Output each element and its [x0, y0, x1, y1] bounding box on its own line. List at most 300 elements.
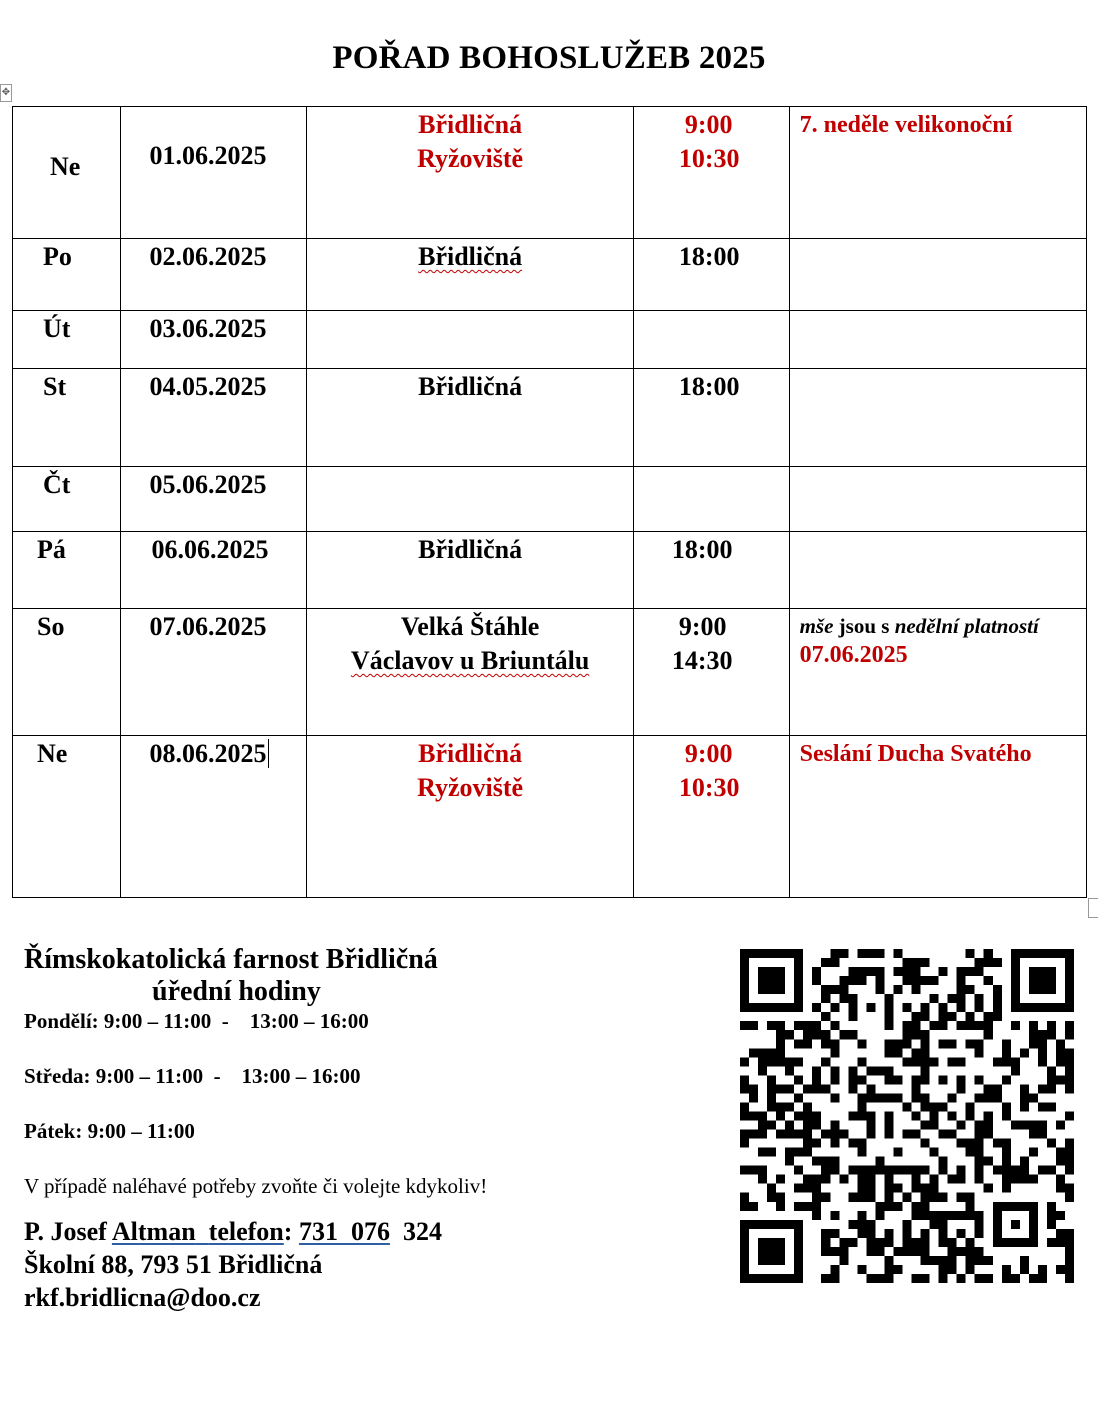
qr-module: [939, 1211, 948, 1220]
qr-module: [984, 1021, 993, 1030]
qr-module: [758, 1066, 767, 1075]
place-text: Břidličná: [418, 535, 523, 564]
qr-module: [984, 958, 993, 967]
qr-module: [1056, 1175, 1065, 1184]
qr-module: [740, 1021, 749, 1030]
date-cell: [120, 107, 307, 239]
qr-module: [948, 1247, 957, 1256]
qr-module: [966, 1148, 975, 1157]
qr-module: [939, 1238, 948, 1247]
qr-module: [957, 1175, 966, 1184]
qr-module: [830, 1048, 839, 1057]
qr-module: [1029, 1121, 1038, 1130]
qr-module: [1065, 1256, 1074, 1265]
qr-module: [740, 1075, 749, 1084]
qr-module: [803, 1184, 812, 1193]
note-cell: [789, 311, 1086, 369]
qr-module: [930, 1175, 939, 1184]
qr-module: [957, 1229, 966, 1238]
hours-wednesday: Středa: 9:00 – 11:00 - 13:00 – 16:00: [24, 1064, 361, 1088]
qr-module: [848, 976, 857, 985]
qr-module: [794, 1148, 803, 1157]
qr-module: [830, 958, 839, 967]
qr-module: [857, 1265, 866, 1274]
qr-module: [848, 1139, 857, 1148]
qr-module: [893, 1166, 902, 1175]
qr-module: [1065, 1075, 1074, 1084]
qr-module: [884, 1229, 893, 1238]
qr-code: [740, 949, 1074, 1283]
day-text: Po: [43, 242, 72, 271]
qr-module: [740, 1130, 749, 1139]
qr-module: [1011, 1066, 1020, 1075]
qr-module: [939, 967, 948, 976]
qr-module: [821, 1175, 830, 1184]
qr-module: [1029, 1039, 1038, 1048]
qr-module: [1047, 1102, 1056, 1111]
qr-module: [893, 1247, 902, 1256]
qr-module: [803, 1148, 812, 1157]
qr-module: [875, 1274, 884, 1283]
qr-module: [830, 1247, 839, 1256]
office-hours-title: úřední hodiny: [152, 976, 321, 1007]
qr-module: [957, 985, 966, 994]
qr-module: [975, 1166, 984, 1175]
qr-module: [1047, 1202, 1056, 1211]
qr-module: [1011, 1021, 1020, 1030]
qr-module: [803, 1139, 812, 1148]
time-text: 9:00: [678, 612, 727, 641]
qr-module: [749, 1084, 758, 1093]
qr-module: [803, 1111, 812, 1120]
date-text[interactable]: 08.06.2025: [149, 739, 267, 768]
qr-module: [830, 1229, 839, 1238]
qr-module: [975, 994, 984, 1003]
qr-module: [939, 1166, 948, 1175]
note-mse: mše: [799, 614, 834, 638]
qr-module: [930, 1057, 939, 1066]
qr-module: [1020, 1121, 1029, 1130]
qr-module: [939, 1102, 948, 1111]
qr-module: [957, 967, 966, 976]
qr-module: [785, 1066, 794, 1075]
qr-module: [948, 1256, 957, 1265]
qr-module: [1002, 1048, 1011, 1057]
qr-module: [966, 1193, 975, 1202]
qr-module: [902, 1003, 911, 1012]
qr-module: [794, 1039, 803, 1048]
qr-module: [848, 967, 857, 976]
qr-module: [893, 1265, 902, 1274]
qr-module: [839, 1238, 848, 1247]
qr-module: [875, 1166, 884, 1175]
qr-module: [821, 1012, 830, 1021]
place-cell: [307, 369, 634, 467]
qr-module: [984, 1093, 993, 1102]
qr-module: [821, 1030, 830, 1039]
qr-module: [921, 976, 930, 985]
date-cell[interactable]: [120, 736, 307, 898]
qr-module: [830, 1265, 839, 1274]
qr-module: [812, 1157, 821, 1166]
qr-module: [776, 1111, 785, 1120]
qr-module: [921, 1202, 930, 1211]
note-cell: [789, 239, 1086, 311]
qr-module: [866, 1003, 875, 1012]
qr-module: [966, 949, 975, 958]
time-cell: [633, 311, 789, 369]
qr-module: [866, 1111, 875, 1120]
qr-module: [921, 1238, 930, 1247]
qr-module: [921, 1003, 930, 1012]
qr-module: [1056, 1157, 1065, 1166]
qr-module: [921, 1139, 930, 1148]
qr-module: [966, 967, 975, 976]
qr-module: [866, 1130, 875, 1139]
qr-module: [912, 1238, 921, 1247]
qr-module: [767, 1084, 776, 1093]
date-text: 03.06.2025: [149, 314, 267, 343]
qr-module: [902, 976, 911, 985]
place-text: Břidličná: [418, 372, 523, 401]
qr-module: [776, 1175, 785, 1184]
priest-name: Altman: [111, 1217, 196, 1246]
qr-module: [740, 1202, 749, 1211]
qr-module: [912, 1093, 921, 1102]
qr-module: [857, 1057, 866, 1066]
note-date: 07.06.2025: [799, 642, 908, 668]
table-row: [13, 107, 1087, 239]
qr-module: [884, 1066, 893, 1075]
place-cell: [307, 107, 634, 239]
note-text: 7. neděle velikonoční: [799, 112, 1013, 138]
qr-module: [1002, 1184, 1011, 1193]
qr-module: [1056, 1048, 1065, 1057]
qr-module: [912, 1130, 921, 1139]
qr-module: [758, 1175, 767, 1184]
qr-module: [1020, 1093, 1029, 1102]
qr-module: [794, 1021, 803, 1030]
qr-module: [821, 958, 830, 967]
qr-module: [803, 1021, 812, 1030]
qr-module: [912, 967, 921, 976]
qr-module: [812, 1193, 821, 1202]
note-middle: jsou s: [833, 614, 895, 638]
qr-module: [1002, 1148, 1011, 1157]
qr-module: [1029, 1030, 1038, 1039]
qr-module: [839, 1175, 848, 1184]
qr-module: [794, 1057, 803, 1066]
qr-module: [957, 1193, 966, 1202]
qr-module: [857, 1075, 866, 1084]
qr-module: [930, 976, 939, 985]
qr-module: [812, 1184, 821, 1193]
qr-module: [993, 1003, 1002, 1012]
qr-module: [939, 1075, 948, 1084]
day-cell: [13, 107, 121, 239]
qr-module: [830, 1211, 839, 1220]
hours-friday: Pátek: 9:00 – 11:00: [24, 1119, 195, 1143]
qr-module: [848, 1166, 857, 1175]
qr-module: [884, 1184, 893, 1193]
qr-module: [803, 1039, 812, 1048]
qr-module: [975, 1039, 984, 1048]
qr-module: [893, 1093, 902, 1102]
qr-module: [767, 1075, 776, 1084]
qr-module: [758, 1121, 767, 1130]
qr-module: [875, 1093, 884, 1102]
qr-module: [740, 1084, 749, 1093]
qr-module: [767, 1184, 776, 1193]
qr-module: [1056, 1211, 1065, 1220]
parish-info: [24, 944, 704, 1314]
qr-module: [984, 1012, 993, 1021]
time-text: 10:30: [678, 144, 740, 173]
qr-module: [875, 1211, 884, 1220]
qr-module: [966, 1039, 975, 1048]
qr-module: [921, 1211, 930, 1220]
qr-module: [1002, 1265, 1011, 1274]
qr-module: [1065, 1111, 1074, 1120]
qr-module: [1047, 1084, 1056, 1093]
qr-module: [948, 1111, 957, 1120]
date-text: 05.06.2025: [149, 470, 267, 499]
qr-module: [1002, 1111, 1011, 1120]
qr-module: [866, 1166, 875, 1175]
qr-module: [1056, 1184, 1065, 1193]
qr-module: [794, 1166, 803, 1175]
qr-module: [984, 1256, 993, 1265]
qr-module: [966, 1256, 975, 1265]
qr-module: [1065, 1229, 1074, 1238]
day-text: So: [37, 612, 65, 641]
qr-module: [948, 1130, 957, 1139]
qr-module: [993, 1084, 1002, 1093]
qr-module: [1038, 1039, 1047, 1048]
qr-module: [993, 958, 1002, 967]
qr-module: [912, 1057, 921, 1066]
qr-module: [948, 994, 957, 1003]
qr-module: [749, 1111, 758, 1120]
time-cell: [633, 532, 789, 609]
place-text: Václavov u Briuntálu: [350, 646, 590, 675]
qr-module: [857, 976, 866, 985]
qr-module: [848, 994, 857, 1003]
qr-module: [1056, 1229, 1065, 1238]
qr-module: [984, 1030, 993, 1039]
qr-module: [875, 976, 884, 985]
qr-module: [957, 1057, 966, 1066]
note-text: Seslání Ducha Svatého: [799, 741, 1032, 767]
qr-module: [848, 1238, 857, 1247]
place-cell: [307, 736, 634, 898]
qr-module: [984, 976, 993, 985]
qr-module: [939, 1012, 948, 1021]
qr-module: [948, 1039, 957, 1048]
qr-module: [957, 1211, 966, 1220]
qr-module: [749, 1021, 758, 1030]
qr-module: [902, 1030, 911, 1039]
phone-number-a[interactable]: 731 076: [298, 1217, 390, 1246]
qr-module: [785, 1030, 794, 1039]
qr-module: [1065, 1139, 1074, 1148]
qr-module: [749, 1166, 758, 1175]
qr-module: [966, 1012, 975, 1021]
qr-module: [984, 1157, 993, 1166]
qr-module: [975, 1256, 984, 1265]
qr-module: [830, 1039, 839, 1048]
qr-module: [1029, 1148, 1038, 1157]
qr-module: [1020, 1166, 1029, 1175]
qr-module: [1002, 1057, 1011, 1066]
qr-module: [966, 1202, 975, 1211]
table-resize-handle[interactable]: [1088, 898, 1098, 918]
qr-module: [794, 1130, 803, 1139]
qr-module: [812, 1121, 821, 1130]
qr-module: [875, 1157, 884, 1166]
qr-module: [767, 1193, 776, 1202]
qr-module: [975, 1130, 984, 1139]
qr-module: [767, 1021, 776, 1030]
qr-module: [975, 967, 984, 976]
qr-module: [785, 1084, 794, 1093]
date-cell: [120, 311, 307, 369]
time-cell: [633, 369, 789, 467]
contact-line: [24, 1215, 704, 1248]
qr-module: [866, 1229, 875, 1238]
qr-module: [812, 1075, 821, 1084]
qr-module: [939, 1265, 948, 1274]
qr-module: [1065, 1247, 1074, 1256]
qr-module: [948, 1265, 957, 1274]
qr-module: [839, 1247, 848, 1256]
qr-module: [884, 1274, 893, 1283]
email[interactable]: rkf.bridlicna@doo.cz: [24, 1283, 261, 1312]
table-row: [13, 736, 1087, 898]
qr-module: [758, 1111, 767, 1120]
qr-module: [1056, 1238, 1065, 1247]
qr-module: [812, 967, 821, 976]
qr-module: [1038, 1274, 1047, 1283]
qr-module: [893, 1039, 902, 1048]
table-move-handle-icon[interactable]: ✥: [0, 84, 12, 102]
qr-module: [884, 1003, 893, 1012]
qr-module: [1011, 1057, 1020, 1066]
qr-module: [1002, 1157, 1011, 1166]
qr-module: [785, 1102, 794, 1111]
qr-module: [975, 958, 984, 967]
qr-module: [984, 1130, 993, 1139]
qr-module: [857, 1148, 866, 1157]
time-text: 18:00: [671, 535, 733, 564]
qr-module: [866, 1121, 875, 1130]
qr-module: [785, 1057, 794, 1066]
qr-module: [902, 1102, 911, 1111]
qr-module: [1065, 1048, 1074, 1057]
qr-module: [866, 1220, 875, 1229]
date-text: 04.05.2025: [149, 372, 267, 401]
qr-module: [1002, 1039, 1011, 1048]
table-row: [13, 369, 1087, 467]
gap: [196, 1217, 209, 1246]
qr-module: [839, 949, 848, 958]
qr-module: [893, 1148, 902, 1157]
qr-module: [848, 1012, 857, 1021]
phone-number-b: 324: [389, 1217, 442, 1246]
qr-module: [1020, 1048, 1029, 1057]
qr-module: [1038, 1030, 1047, 1039]
qr-module: [830, 1157, 839, 1166]
qr-module: [1020, 1102, 1029, 1111]
qr-module: [740, 1111, 749, 1120]
qr-module: [830, 1130, 839, 1139]
qr-module: [749, 1048, 758, 1057]
qr-module: [975, 1048, 984, 1057]
qr-module: [1047, 1066, 1056, 1075]
date-text: 06.06.2025: [151, 535, 269, 564]
qr-module: [758, 1148, 767, 1157]
qr-module: [821, 1130, 830, 1139]
qr-module: [821, 1166, 830, 1175]
qr-module: [921, 1184, 930, 1193]
note-cell: [789, 107, 1086, 239]
qr-module: [912, 985, 921, 994]
qr-module: [884, 1039, 893, 1048]
qr-module: [794, 1093, 803, 1102]
qr-module: [884, 1175, 893, 1184]
qr-module: [1047, 1211, 1056, 1220]
place-cell: [307, 532, 634, 609]
qr-module: [993, 1093, 1002, 1102]
qr-module: [912, 976, 921, 985]
qr-module: [930, 994, 939, 1003]
qr-module: [1056, 1148, 1065, 1157]
note-cell: [789, 736, 1086, 898]
day-text: Ne: [50, 152, 81, 181]
qr-module: [939, 1021, 948, 1030]
qr-module: [857, 1229, 866, 1238]
qr-module: [948, 1238, 957, 1247]
time-cell: [633, 736, 789, 898]
qr-module: [939, 1130, 948, 1139]
qr-module: [893, 1202, 902, 1211]
day-text: Pá: [37, 535, 66, 564]
qr-module: [875, 1238, 884, 1247]
qr-module: [866, 1247, 875, 1256]
qr-module: [1047, 1021, 1056, 1030]
qr-module: [975, 1139, 984, 1148]
qr-module: [893, 985, 902, 994]
qr-module: [821, 1057, 830, 1066]
qr-module: [993, 1166, 1002, 1175]
qr-module: [902, 1021, 911, 1030]
qr-module: [884, 1238, 893, 1247]
qr-module: [939, 1193, 948, 1202]
qr-module: [957, 1139, 966, 1148]
qr-module: [993, 985, 1002, 994]
qr-module: [803, 1102, 812, 1111]
qr-module: [830, 1066, 839, 1075]
qr-module: [866, 1184, 875, 1193]
day-cell: [13, 609, 121, 736]
qr-module: [884, 1021, 893, 1030]
qr-module: [776, 1057, 785, 1066]
qr-module: [1056, 1039, 1065, 1048]
qr-module: [966, 1265, 975, 1274]
qr-module: [1056, 1057, 1065, 1066]
qr-module: [1002, 1139, 1011, 1148]
qr-module: [912, 1084, 921, 1093]
